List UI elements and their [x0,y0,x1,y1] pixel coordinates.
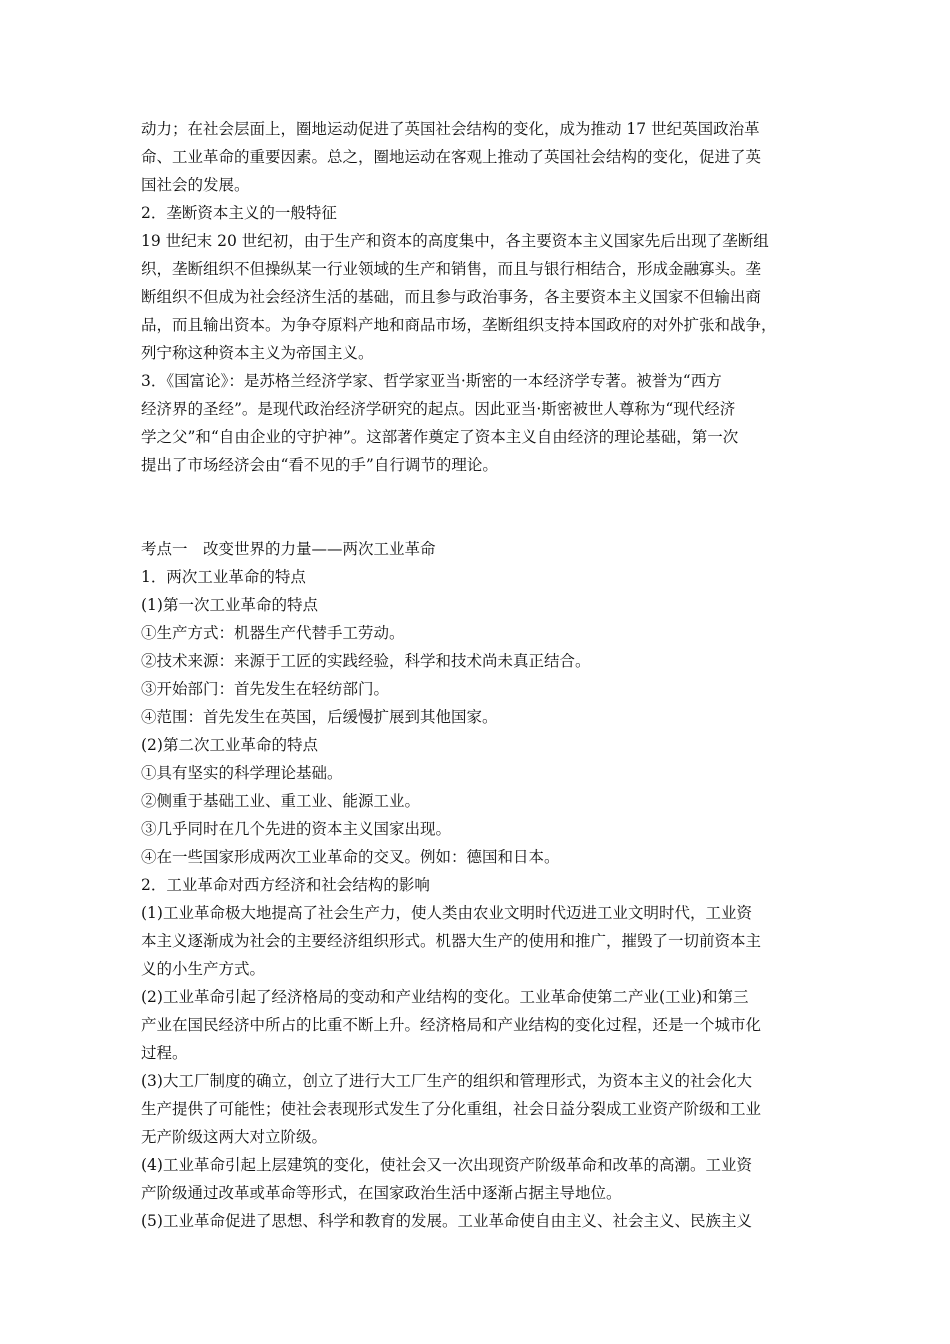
list-item: ④在一些国家形成两次工业革命的交叉。例如：德国和日本。 [141,848,560,866]
paragraph-line: 品，而且输出资本。为争夺原料产地和商品市场，垄断组织支持本国政府的对外扩张和战争， [141,316,777,334]
paragraph-line: 19 世纪末 20 世纪初，由于生产和资本的高度集中，各主要资本主义国家先后出现了垄断组 [141,232,769,250]
paragraph-line: 列宁称这种资本主义为帝国主义。 [141,344,374,362]
list-item: ②技术来源：来源于工匠的实践经验，科学和技术尚未真正结合。 [141,652,591,670]
paragraph-line: 提出了市场经济会由“看不见的手”自行调节的理论。 [141,456,498,474]
paragraph-line: 命、工业革命的重要因素。总之，圈地运动在客观上推动了英国社会结构的变化，促进了英 [141,148,762,166]
paragraph-line: 织，垄断组织不但操纵某一行业领域的生产和销售，而且与银行相结合，形成金融寡头。垄 [141,260,762,278]
text-block-2 [141,535,826,1235]
paragraph-line: 产业在国民经济中所占的比重不断上升。经济格局和产业结构的变化过程，还是一个城市化 [141,1016,762,1034]
list-item: ④范围：首先发生在英国，后缓慢扩展到其他国家。 [141,708,498,726]
text-block-1 [141,115,826,479]
paragraph-line: 学之父”和“自由企业的守护神”。这部著作奠定了资本主义自由经济的理论基础，第一次 [141,428,739,446]
document-page [141,115,826,1235]
paragraph-line: 断组织不但成为社会经济生活的基础，而且参与政治事务，各主要资本主义国家不但输出商 [141,288,762,306]
section-heading: 1．两次工业革命的特点 [141,568,306,586]
paragraph-line: 无产阶级这两大对立阶级。 [141,1128,328,1146]
paragraph-line: (5)工业革命促进了思想、科学和教育的发展。工业革命使自由主义、社会主义、民族主义 [141,1212,752,1230]
subsection-heading: (1)第一次工业革命的特点 [141,596,318,614]
section-heading: 2．垄断资本主义的一般特征 [141,204,337,222]
paragraph-line: 经济界的圣经”。是现代政治经济学研究的起点。因此亚当·斯密被世人尊称为“现代经济 [141,400,736,418]
paragraph-line: (2)工业革命引起了经济格局的变动和产业结构的变化。工业革命使第二产业(工业)和第三 [141,988,749,1006]
section-heading: 2．工业革命对西方经济和社会结构的影响 [141,876,430,894]
section-gap [141,479,826,535]
topic-heading: 考点一 改变世界的力量——两次工业革命 [141,540,436,558]
paragraph-line: 生产提供了可能性；使社会表现形式发生了分化重组，社会日益分裂成工业资产阶级和工业 [141,1100,762,1118]
paragraph-line: 过程。 [141,1044,188,1062]
paragraph-line: (1)工业革命极大地提高了社会生产力，使人类由农业文明时代迈进工业文明时代，工业资 [141,904,752,922]
paragraph-line: (4)工业革命引起上层建筑的变化，使社会又一次出现资产阶级革命和改革的高潮。工业资 [141,1156,752,1174]
list-item: ③几乎同时在几个先进的资本主义国家出现。 [141,820,452,838]
list-item: ①生产方式：机器生产代替手工劳动。 [141,624,405,642]
subsection-heading: (2)第二次工业革命的特点 [141,736,318,754]
paragraph-line: 国社会的发展。 [141,176,250,194]
paragraph-line: 产阶级通过改革或革命等形式，在国家政治生活中逐渐占据主导地位。 [141,1184,622,1202]
paragraph-line: 本主义逐渐成为社会的主要经济组织形式。机器大生产的使用和推广，摧毁了一切前资本主 [141,932,762,950]
paragraph-line: 义的小生产方式。 [141,960,266,978]
list-item: ③开始部门：首先发生在轻纺部门。 [141,680,390,698]
paragraph-line: 3．《国富论》：是苏格兰经济学家、哲学家亚当·斯密的一本经济学专著。被誉为“西方 [141,372,722,390]
list-item: ②侧重于基础工业、重工业、能源工业。 [141,792,421,810]
list-item: ①具有坚实的科学理论基础。 [141,764,343,782]
paragraph-line: (3)大工厂制度的确立，创立了进行大工厂生产的组织和管理形式，为资本主义的社会化大 [141,1072,752,1090]
paragraph-line: 动力；在社会层面上，圈地运动促进了英国社会结构的变化，成为推动 17 世纪英国政治革 [141,120,760,138]
